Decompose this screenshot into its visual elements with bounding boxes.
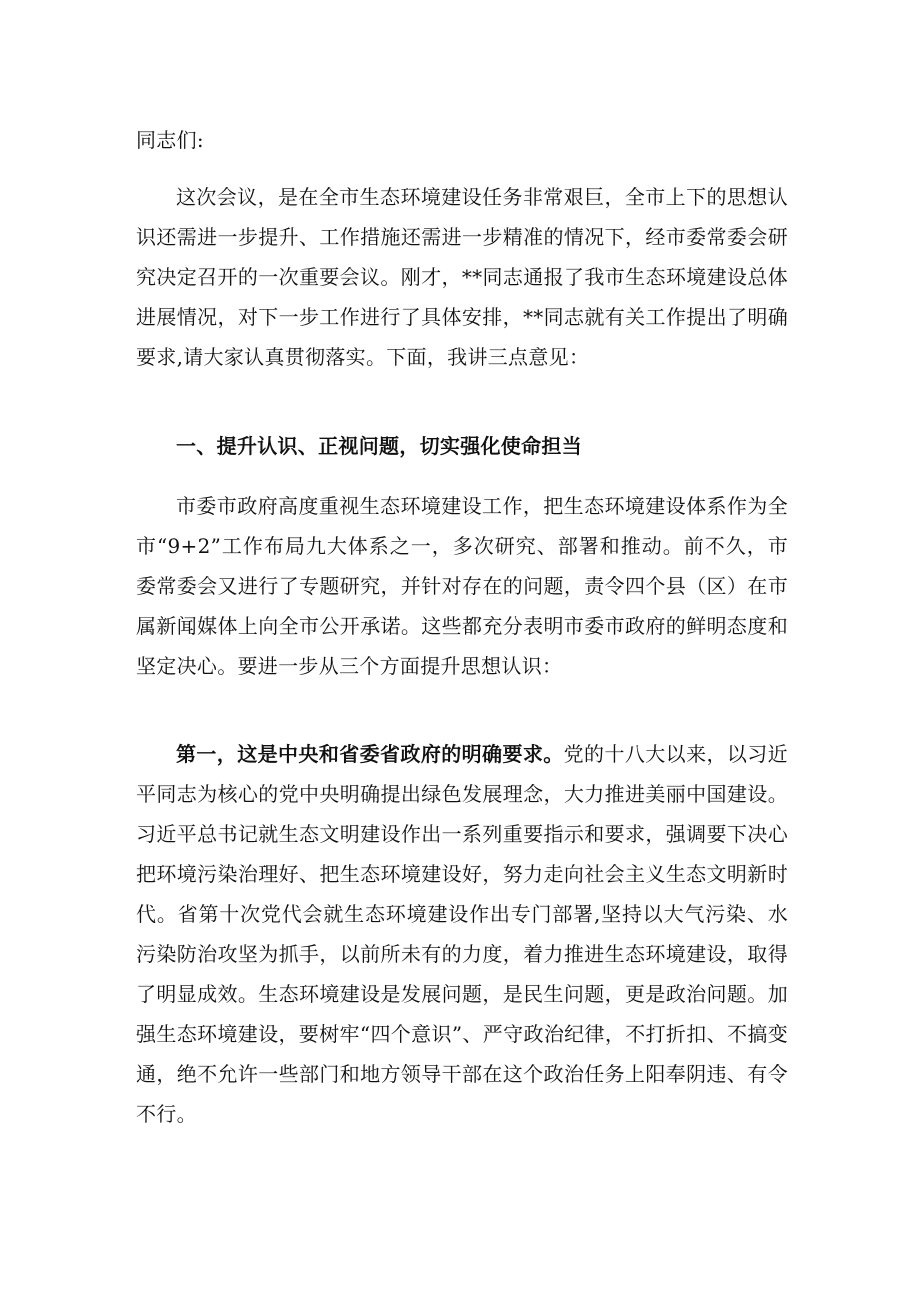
intro-paragraph: 这次会议，是在全市生态环境建设任务非常艰巨，全市上下的思想认识还需进一步提升、工作措施还需进一步精准的情况下，经市委常委会研究决定召开的一次重要会议。刚才，**同志通报了我市生态环境建设总体进展情况，对下一步工作进行了具体安排，**同志就有关工作提出了明确要求,请大家认真贯彻落实。下面，我讲三点意见： [136, 185, 788, 369]
section-1-paragraph: 市委市政府高度重视生态环境建设工作，把生态环境建设体系作为全市“9+2”工作布局九大体系之一，多次研究、部署和推动。前不久，市委常委会又进行了专题研究，并针对存在的问题，责令四个县（区）在市属新闻媒体上向全市公开承诺。这些都充分表明市委市政府的鲜明态度和坚定决心。要进一步从三个方面提升思想认识： [136, 494, 788, 678]
point-1-body: 党的十八大以来，以习近平同志为核心的党中央明确提出绿色发展理念，大力推进美丽中国建设。习近平总书记就生态文明建设作出一系列重要指示和要求，强调要下决心把环境污染治理好、把生态环境建设好，努力走向社会主义生态文明新时代。省第十次党代会就生态环境建设作出专门部署,坚持以大气污染、水污染防治攻坚为抓手，以前所未有的力度，着力推进生态环境建设，取得了明显成效。生态环境建设是发展问题，是民生问题，更是政治问题。加强生态环境建设，要树牢“四个意识”、严守政治纪律，不打折扣、不搞变通，绝不允许一些部门和地方领导干部在这个政治任务上阳奉阴违、有令不行。 [136, 742, 788, 1126]
point-1-lead: 第一，这是中央和省委省政府的明确要求。 [176, 742, 564, 766]
section-heading-1: 一、提升认识、正视问题，切实强化使命担当 [176, 434, 582, 458]
greeting: 同志们: [136, 128, 204, 152]
point-1-paragraph [136, 734, 788, 1134]
